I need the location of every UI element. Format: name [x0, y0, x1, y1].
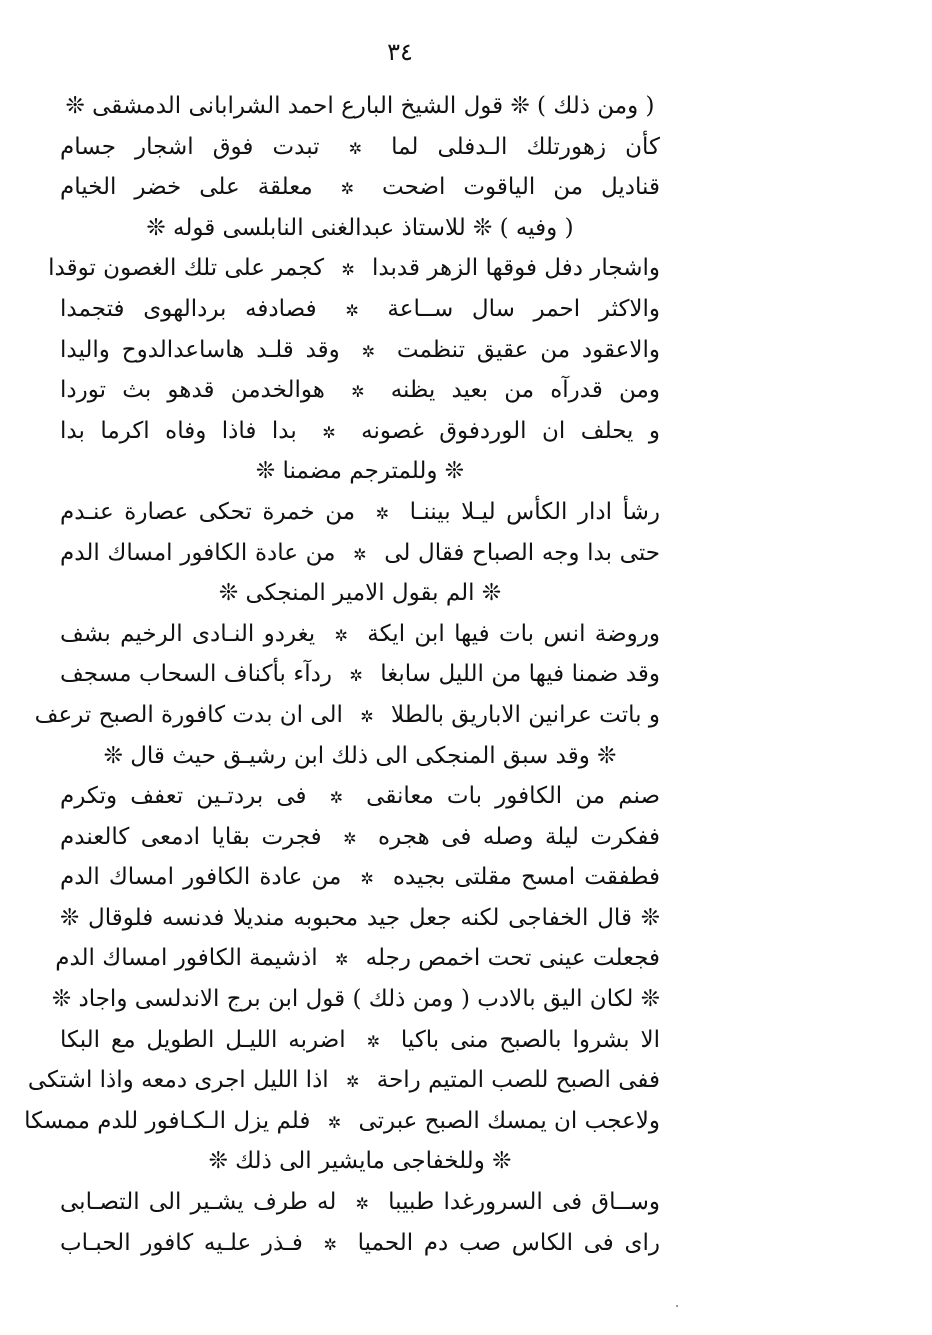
verse-separator: ✲ — [351, 382, 365, 402]
section-heading: ❊ الم بقول الامير المنجكى ❊ — [218, 580, 502, 607]
verse-line — [34, 695, 660, 736]
verse-separator: ✲ — [343, 828, 357, 848]
verse-line — [24, 1101, 660, 1142]
verse-line — [60, 492, 660, 533]
hemistich-first: ففى الصبح للصب المتيم راحة — [376, 1067, 660, 1094]
hemistich-first: فجعلت عينى تحت اخمص رجله — [365, 945, 660, 972]
verse-line — [60, 1020, 660, 1061]
hemistich-first: و يحلف ان الوردفوق غصونه — [361, 417, 661, 444]
hemistich-second: فى بردتـين تعفف وتكرم — [60, 783, 307, 810]
verse-line — [60, 533, 660, 574]
hemistich-second: فصادفه بردالهوى فتجمدا — [60, 295, 317, 322]
hemistich-second: فلم يزل الـكـافور للدم ممسكا — [24, 1107, 311, 1134]
hemistich-first: ولاعجب ان يمسك الصبح عبرتى — [358, 1107, 660, 1134]
verse-line — [60, 817, 660, 858]
verse-separator: ✲ — [375, 503, 390, 523]
verse-separator: ✲ — [360, 706, 374, 726]
verse-separator: ✲ — [353, 544, 367, 564]
hemistich-second: اذشيمة الكافور امساك الدم — [55, 945, 318, 972]
hemistich-second: الى ان بدت كافورة الصبح ترعف — [34, 701, 343, 728]
hemistich-second: وقد قلـد هاساعدالدوح واليدا — [60, 336, 340, 363]
hemistich-first: رشأ ادار الكأس ليـلا بيننـا — [409, 498, 661, 525]
hemistich-second: يغردو النـادى الرخيم بشف — [60, 620, 316, 647]
hemistich-first: و باتت عرانين الاباريق بالطلا — [390, 701, 660, 728]
hemistich-second: معلقة على خضر الخيام — [60, 174, 313, 201]
hemistich-first: صنم من الكافور بات معانقى — [366, 783, 661, 810]
section-heading: ❊ قال الخفاجى لكنه جعل جيد محبوبه منديلا فدنسه فلوقال ❊ — [60, 904, 660, 931]
verse-separator: ✲ — [334, 950, 349, 970]
verse-separator: ✲ — [323, 1234, 337, 1254]
verse-line — [60, 167, 660, 208]
hemistich-first: ففكرت ليلة وصله فى هجره — [378, 823, 661, 850]
verse-separator: ✲ — [327, 1112, 342, 1132]
hemistich-first: فطفقت امسح مقلتى بجيده — [392, 864, 661, 891]
verse-separator: ✲ — [340, 179, 355, 199]
verse-line — [60, 654, 660, 695]
hemistich-first: كأن زهورتلك الـدفلى لما — [391, 133, 660, 160]
hemistich-first: ومن قدرآه من بعيد يظنه — [390, 377, 660, 404]
section-heading: ( وفيه ) ❊ للاستاذ عبدالغنى النابلسى قوله ❊ — [146, 214, 574, 241]
hemistich-second: فجرت بقايا ادمعى كالعندم — [60, 823, 322, 850]
hemistich-first: حتى بدا وجه الصباح فقال لى — [384, 539, 660, 566]
hemistich-first: وقد ضمنا فيها من الليل سابغا — [380, 661, 660, 688]
hemistich-first: راى فى الكاس صب دم الحميا — [357, 1229, 660, 1256]
verse-separator: ✲ — [329, 788, 344, 808]
section-heading: ❊ وللمترجم مضمنا ❊ — [255, 458, 465, 485]
hemistich-second: من عادة الكافور امساك الدم — [60, 864, 342, 891]
verse-separator: ✲ — [361, 341, 376, 361]
hemistich-second: من خمرة تحكى عصارة عنـدم — [60, 498, 356, 525]
hemistich-first: واشجار دفل فوقها الزهر قدبدا — [372, 255, 660, 282]
verse-line — [60, 330, 660, 371]
hemistich-second: له طرف يشـير الى التصـابى — [60, 1189, 337, 1216]
verse-separator: ✲ — [360, 869, 374, 889]
verse-separator: ✲ — [366, 1031, 380, 1051]
verse-line — [60, 127, 660, 168]
verse-separator: ✲ — [341, 260, 355, 280]
hemistich-first: وروضة انس بات فيها ابن ايكة — [367, 620, 660, 647]
hemistich-first: قناديل من الياقوت اضحت — [382, 174, 660, 201]
section-heading: ❊ وللخفاجى مايشير الى ذلك ❊ — [208, 1148, 512, 1175]
verse-separator: ✲ — [355, 1194, 369, 1214]
hemistich-first: وســاق فى السرورغدا طبيبا — [388, 1189, 660, 1216]
verse-separator: ✲ — [348, 138, 363, 158]
section-heading: ❊ لكان اليق بالادب ( ومن ذلك ) قول ابن برج الاندلسى واجاد ❊ — [51, 986, 660, 1013]
text-body — [24, 86, 661, 1263]
hemistich-second: اضربه الليـل الطويل مع البكا — [60, 1026, 346, 1053]
hemistich-second: هوالخدمن قدهو بث توردا — [60, 377, 325, 404]
hemistich-second: اذا الليل اجرى دمعه واذا اشتكى — [27, 1067, 329, 1094]
section-heading: ( ومن ذلك ) ❊ قول الشيخ البارع احمد الشرابانى الدمشقى ❊ — [65, 93, 655, 119]
hemistich-second: تبدت فوق اشجار جسام — [60, 133, 320, 160]
verse-line — [60, 857, 660, 898]
verse-line — [60, 1223, 660, 1264]
hemistich-second: ردآء بأكناف السحاب مسجف — [60, 661, 332, 688]
verse-line — [60, 370, 660, 411]
verse-line — [48, 248, 660, 289]
verse-separator: ✲ — [349, 666, 363, 686]
verse-line — [55, 938, 660, 979]
page-number: ٣٤ — [387, 38, 413, 66]
verse-line — [60, 411, 660, 452]
hemistich-second: بدا فاذا وفاه اكرما بدا — [60, 417, 297, 444]
verse-line — [60, 614, 660, 655]
hemistich-first: والاعقود من عقيق تنظمت — [396, 336, 661, 363]
verse-separator: ✲ — [334, 625, 348, 645]
speck — [676, 1305, 678, 1307]
hemistich-second: من عادة الكافور امساك الدم — [60, 539, 336, 566]
verse-line — [27, 1060, 660, 1101]
hemistich-second: كجمر على تلك الغصون توقدا — [48, 255, 325, 282]
section-heading: ❊ وقد سبق المنجكى الى ذلك ابن رشيـق حيث قال ❊ — [103, 742, 617, 769]
verse-line — [60, 776, 660, 817]
verse-separator: ✲ — [322, 422, 336, 442]
verse-separator: ✲ — [346, 1072, 360, 1092]
verse-separator: ✲ — [345, 300, 359, 320]
hemistich-first: الا بشروا بالصبح منى باكيا — [400, 1026, 660, 1053]
hemistich-second: فـذر علـيه كافور الحبـاب — [60, 1229, 303, 1256]
verse-line — [60, 289, 660, 330]
hemistich-first: والاكثر احمر سال ســاعة — [387, 295, 661, 322]
verse-line — [60, 1182, 660, 1223]
